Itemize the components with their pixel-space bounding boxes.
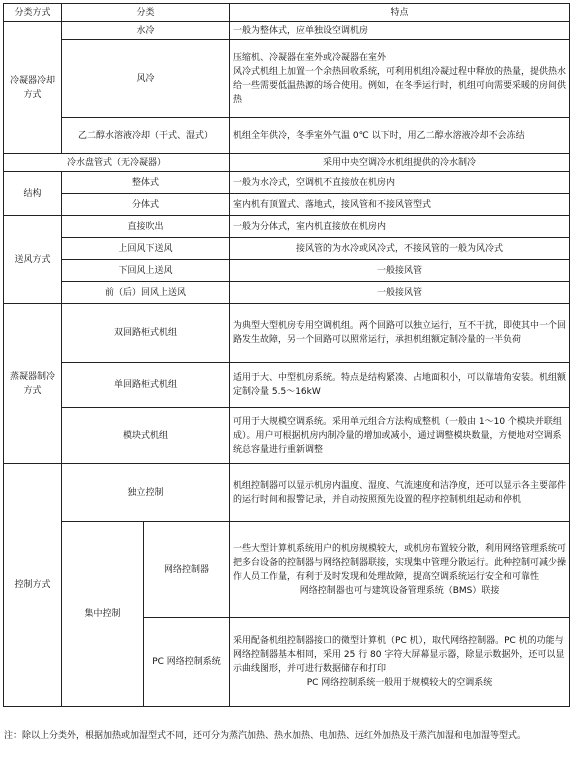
table-row (4, 172, 570, 194)
feature-air-line-1: 压缩机、冷凝器在室外或冷凝器在室外 (233, 52, 387, 63)
feature-direct: 一般为分体式，室内机直接放在机房内 (230, 216, 570, 238)
category-up-return: 上回风下送风 (62, 238, 230, 260)
feature-modular: 可用于大规模空调系统。采用单元组合方法构成整机（一般由 1～10 个模块并联组成）。用户可根据机房内制冷量的增加或减小，通过调整模块数量，方便地对空调系统总容量进行重新调整 (230, 408, 570, 464)
table-row (4, 260, 570, 282)
feature-glycol: 机组全年供冷，冬季室外气温 0℃ 以下时，用乙二醇水溶液冷却不会冻结 (230, 118, 570, 154)
category-integral: 整体式 (62, 172, 230, 194)
table-row (4, 464, 570, 522)
category-water: 水冷 (62, 22, 230, 40)
category-chilled-coil: 冷水盘管式（无冷凝器） (4, 154, 230, 172)
header-category: 分类 (62, 4, 230, 22)
feature-network-bms: 网络控制器也可与建筑设备管理系统（BMS）联接 (299, 585, 500, 596)
subcategory-pc: PC 网络控制系统 (144, 618, 230, 707)
feature-single-circuit: 适用于大、中型机房系统。特点是结构紧凑、占地面积小，可以靠墙角安装。机组额定制冷量 5.5～16kW (230, 363, 570, 408)
table-row (4, 194, 570, 216)
table-row (4, 238, 570, 260)
table-row (4, 363, 570, 408)
group-structure: 结构 (4, 172, 62, 216)
header-features: 特点 (230, 4, 570, 22)
feature-dual-circuit: 为典型大型机房专用空调机组。两个回路可以独立运行，互不干扰，即使其中一个回路发生故障，另一个回路可以照常运行，承担机组额定制冷量的一半负荷 (230, 304, 570, 363)
table-row (4, 282, 570, 304)
table-row (4, 40, 570, 118)
group-evaporator: 蒸凝器制冷方式 (4, 304, 62, 464)
category-central: 集中控制 (62, 522, 144, 707)
feature-pc (230, 618, 570, 707)
table-row (4, 304, 570, 363)
feature-split: 室内机有顶置式、落地式，接风管和不接风管型式 (230, 194, 570, 216)
feature-integral: 一般为水冷式，空调机不直接放在机房内 (230, 172, 570, 194)
ac-classification-table (3, 3, 570, 707)
feature-up-return: 接风管的为水冷或风冷式，不接风管的一般为风冷式 (230, 238, 570, 260)
category-split: 分体式 (62, 194, 230, 216)
category-standalone: 独立控制 (62, 464, 230, 522)
table-row (4, 118, 570, 154)
group-supply: 送风方式 (4, 216, 62, 304)
group-condenser: 冷凝器冷却方式 (4, 22, 62, 154)
header-row (4, 4, 570, 22)
group-control: 控制方式 (4, 464, 62, 707)
feature-air (230, 40, 570, 118)
category-direct: 直接吹出 (62, 216, 230, 238)
table-row (4, 154, 570, 172)
feature-standalone: 机组控制器可以显示机房内温度、湿度、气流速度和洁净度，还可以显示各主要部件的运行时间和报警记录，并自动按照预先设置的程序控制机组起动和停机 (230, 464, 570, 522)
table-row (4, 408, 570, 464)
feature-network (230, 522, 570, 618)
category-modular: 模块式机组 (62, 408, 230, 464)
category-air: 风冷 (62, 40, 230, 118)
feature-air-line-2: 风冷式机组上加置一个余热回收系统，可利用机组冷凝过程中释放的热量，提供热水给一些需要低温热源的场合使用。例如，在冬季运行时，机组可向需要采暖的房间供热 (233, 66, 567, 105)
feature-network-text: 一些大型计算机系统用户的机房规模较大，或机房布置较分散，利用网络管理系统可把多台设备的控制器与网络控制器联接，实现集中管理分散运行。此种控制可减少操作人员工作量，有利于及时发现和处理故障，提高空调系统运行安全和可靠性 (233, 543, 567, 582)
feature-pc-text: 采用配备机组控制器接口的微型计算机（PC 机），取代网络控制器。PC 机的功能与网络控制器基本相同，采用 25 行 80 字符大屏幕显示器，除显示数据外，还可以显示曲线图形，并可进行数据储存和打印 (233, 636, 565, 674)
table-row (4, 22, 570, 40)
category-glycol: 乙二醇水溶液冷却（干式、湿式） (62, 118, 230, 154)
category-down-return: 下回风上送风 (62, 260, 230, 282)
feature-pc-scope: PC 网络控制系统一般用于规模较大的空调系统 (306, 678, 493, 688)
table-row (4, 216, 570, 238)
header-method: 分类方式 (4, 4, 62, 22)
category-dual-circuit: 双回路柜式机组 (62, 304, 230, 363)
feature-water: 一般为整体式，应单独设空调机房 (230, 22, 570, 40)
table-row (4, 522, 570, 618)
table-note: 注：除以上分类外，根据加热或加湿型式不同，还可分为蒸汽加热、热水加热、电加热、远红外加热及干蒸汽加湿和电加湿等型式。 (4, 731, 527, 741)
feature-front-return: 一般接风管 (230, 282, 570, 304)
feature-down-return: 一般接风管 (230, 260, 570, 282)
subcategory-network: 网络控制器 (144, 522, 230, 618)
feature-chilled-coil: 采用中央空调冷水机组提供的冷水制冷 (230, 154, 570, 172)
category-front-return: 前（后）回风上送风 (62, 282, 230, 304)
category-single-circuit: 单回路柜式机组 (62, 363, 230, 408)
